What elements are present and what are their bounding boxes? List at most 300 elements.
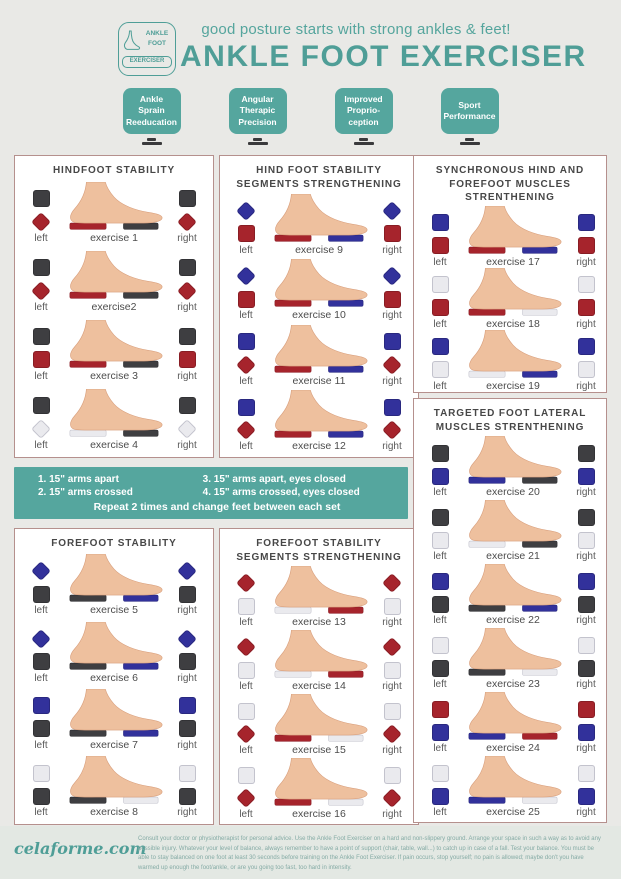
device-icon-stack bbox=[429, 699, 451, 742]
exercise-label: exercise 7 bbox=[90, 738, 138, 751]
exercise-label: exercise 19 bbox=[486, 379, 540, 392]
instructions-note: Repeat 2 times and change feet between each set bbox=[93, 501, 341, 513]
device-icon-stack bbox=[381, 701, 403, 744]
left-device-column bbox=[20, 696, 62, 751]
left-label: left bbox=[433, 743, 447, 754]
device-icon-stack bbox=[176, 696, 198, 739]
dark-square-icon bbox=[30, 396, 52, 416]
benefit-badge bbox=[229, 88, 287, 145]
foot-illustration bbox=[461, 564, 565, 613]
device-icon-stack bbox=[235, 637, 257, 680]
badge-label bbox=[335, 88, 393, 134]
dark-square-icon bbox=[30, 652, 52, 672]
exercise-row bbox=[225, 390, 413, 452]
dark-square-icon bbox=[429, 594, 451, 614]
badge-label bbox=[123, 88, 181, 134]
device-icon-stack bbox=[30, 327, 52, 370]
badge-line: ception bbox=[348, 116, 379, 127]
right-device-column bbox=[371, 266, 413, 321]
instructions-list bbox=[38, 474, 396, 498]
red-diamond-icon bbox=[381, 420, 403, 440]
right-device-column bbox=[166, 258, 208, 313]
dark-square-icon bbox=[176, 258, 198, 278]
blue-diamond-icon bbox=[235, 266, 257, 286]
dark-square-icon bbox=[30, 786, 52, 806]
red-square-icon bbox=[429, 298, 451, 318]
right-label: right bbox=[177, 672, 197, 684]
exercise-label: exercise 4 bbox=[90, 438, 138, 451]
foot-photo bbox=[62, 182, 166, 244]
exercise-label: exercise 12 bbox=[292, 440, 346, 453]
instruction-item: 1. 15" arms apart bbox=[38, 474, 119, 485]
right-device-column bbox=[565, 443, 607, 498]
device-icon-stack bbox=[176, 561, 198, 604]
logo-text-exerciser: EXERCISER bbox=[122, 56, 172, 68]
right-label: right bbox=[576, 318, 596, 330]
exercise-row bbox=[225, 566, 413, 628]
foot-illustration bbox=[267, 325, 371, 374]
red-diamond-icon bbox=[176, 281, 198, 301]
dark-square-icon bbox=[575, 507, 597, 527]
right-label: right bbox=[382, 244, 402, 256]
blue-square-icon bbox=[575, 571, 597, 591]
foot-illustration bbox=[461, 436, 565, 485]
foot-photo bbox=[461, 268, 565, 330]
foot-icon bbox=[122, 28, 142, 54]
foot-illustration bbox=[62, 320, 166, 369]
left-device-column bbox=[419, 635, 461, 690]
left-device-column bbox=[419, 213, 461, 268]
exercise-rows bbox=[225, 192, 413, 454]
device-icon-stack bbox=[429, 213, 451, 256]
device-icon-stack bbox=[429, 275, 451, 318]
foot-photo bbox=[461, 692, 565, 754]
left-label: left bbox=[239, 745, 253, 756]
left-label: left bbox=[239, 375, 253, 387]
left-label: left bbox=[433, 318, 447, 330]
panel-title: FOREFOOT STABILITY bbox=[51, 538, 177, 549]
page-title: ANKLE FOOT EXERCISER bbox=[180, 40, 587, 73]
right-device-column bbox=[565, 635, 607, 690]
white-square-icon bbox=[429, 635, 451, 655]
left-device-column bbox=[419, 763, 461, 818]
blue-square-icon bbox=[176, 696, 198, 716]
exercise-row bbox=[419, 436, 601, 498]
exercise-row bbox=[225, 694, 413, 756]
device-icon-stack bbox=[235, 573, 257, 616]
dark-square-icon bbox=[575, 658, 597, 678]
red-square-icon bbox=[176, 350, 198, 370]
exercise-label: exercise 24 bbox=[486, 742, 540, 754]
left-label: left bbox=[34, 370, 48, 382]
foot-illustration bbox=[267, 758, 371, 807]
foot-photo bbox=[62, 251, 166, 313]
left-label: left bbox=[34, 672, 48, 684]
panel-title: TARGETED FOOT LATERAL MUSCLES STRENTHENING bbox=[433, 408, 587, 433]
left-label: left bbox=[239, 681, 253, 692]
device-icon-stack bbox=[381, 637, 403, 680]
blue-square-icon bbox=[30, 696, 52, 716]
foot-illustration bbox=[461, 268, 565, 317]
left-device-column bbox=[419, 443, 461, 498]
exercise-row bbox=[419, 628, 601, 690]
foot-photo bbox=[267, 694, 371, 756]
red-diamond-icon bbox=[235, 355, 257, 375]
left-label: left bbox=[34, 739, 48, 751]
badge-line: Angular bbox=[241, 94, 274, 104]
right-device-column bbox=[371, 397, 413, 452]
exercise-row bbox=[20, 320, 208, 382]
badge-label bbox=[229, 88, 287, 134]
exercise-label: exercise2 bbox=[91, 300, 137, 313]
exercise-row bbox=[225, 325, 413, 387]
left-label: left bbox=[433, 551, 447, 562]
exercise-rows bbox=[419, 435, 601, 819]
foot-illustration bbox=[62, 251, 166, 300]
device-icon-stack bbox=[30, 629, 52, 672]
panel-forefoot-stability bbox=[14, 528, 214, 825]
blue-square-icon bbox=[235, 397, 257, 417]
right-label: right bbox=[576, 615, 596, 626]
red-diamond-icon bbox=[176, 212, 198, 232]
left-label: left bbox=[433, 615, 447, 626]
exercise-label: exercise 5 bbox=[90, 604, 138, 617]
right-device-column bbox=[371, 765, 413, 820]
device-icon-stack bbox=[176, 763, 198, 806]
white-square-icon bbox=[176, 763, 198, 783]
exercise-rows bbox=[20, 552, 208, 822]
foot-photo bbox=[461, 330, 565, 392]
left-device-column bbox=[225, 266, 267, 321]
dark-square-icon bbox=[30, 719, 52, 739]
footer bbox=[0, 826, 621, 879]
logo-text-ankle: ANKLE bbox=[145, 30, 169, 37]
device-icon-stack bbox=[575, 763, 597, 806]
foot-illustration bbox=[267, 259, 371, 308]
exercise-label: exercise 13 bbox=[292, 616, 346, 628]
device-icon-stack bbox=[429, 337, 451, 380]
left-label: left bbox=[433, 679, 447, 690]
right-label: right bbox=[576, 679, 596, 690]
device-icon-stack bbox=[30, 696, 52, 739]
foot-illustration bbox=[267, 566, 371, 615]
red-square-icon bbox=[429, 236, 451, 256]
left-device-column bbox=[225, 701, 267, 756]
badge-line: Proprio- bbox=[346, 105, 381, 116]
right-label: right bbox=[177, 605, 197, 617]
left-device-column bbox=[20, 763, 62, 818]
exercise-row bbox=[419, 756, 601, 818]
benefit-badge bbox=[441, 88, 499, 145]
foot-photo bbox=[267, 566, 371, 628]
blue-square-icon bbox=[429, 722, 451, 742]
left-device-column bbox=[20, 561, 62, 616]
white-square-icon bbox=[575, 635, 597, 655]
left-label: left bbox=[239, 441, 253, 453]
blue-square-icon bbox=[381, 397, 403, 417]
panel-title: HIND FOOT STABILITY SEGMENTS STRENGTHENING bbox=[236, 165, 402, 190]
exercise-rows bbox=[225, 565, 413, 821]
exercise-row bbox=[419, 206, 601, 268]
device-icon-stack bbox=[575, 507, 597, 550]
right-device-column bbox=[166, 327, 208, 382]
right-label: right bbox=[382, 617, 402, 628]
exercise-row bbox=[20, 554, 208, 616]
exercise-label: exercise 23 bbox=[486, 678, 540, 690]
exercise-row bbox=[20, 389, 208, 451]
foot-photo bbox=[461, 756, 565, 818]
white-square-icon bbox=[575, 763, 597, 783]
exercise-row bbox=[419, 330, 601, 392]
white-square-icon bbox=[381, 701, 403, 721]
device-icon-stack bbox=[381, 332, 403, 375]
blue-diamond-icon bbox=[30, 629, 52, 649]
right-label: right bbox=[382, 441, 402, 453]
foot-photo bbox=[267, 194, 371, 256]
left-device-column bbox=[20, 629, 62, 684]
white-square-icon bbox=[575, 275, 597, 295]
badge-line: Sport bbox=[458, 99, 481, 110]
red-diamond-icon bbox=[381, 573, 403, 593]
panel-title: FOREFOOT STABILITY SEGMENTS STRENGTHENING bbox=[236, 538, 402, 563]
dark-square-icon bbox=[176, 396, 198, 416]
foot-photo bbox=[461, 564, 565, 626]
device-icon-stack bbox=[235, 332, 257, 375]
right-device-column bbox=[565, 571, 607, 626]
device-icon-stack bbox=[30, 396, 52, 439]
exercise-label: exercise 18 bbox=[486, 317, 540, 330]
blue-square-icon bbox=[575, 337, 597, 357]
right-device-column bbox=[166, 561, 208, 616]
exercise-row bbox=[419, 268, 601, 330]
left-label: left bbox=[239, 617, 253, 628]
right-label: right bbox=[576, 380, 596, 392]
left-device-column bbox=[225, 765, 267, 820]
panel-synchronous-muscles bbox=[413, 155, 607, 393]
device-icon-stack bbox=[429, 443, 451, 486]
left-device-column bbox=[20, 189, 62, 244]
device-icon-stack bbox=[575, 213, 597, 256]
left-device-column bbox=[225, 397, 267, 452]
blue-square-icon bbox=[575, 213, 597, 233]
foot-illustration bbox=[267, 694, 371, 743]
panel-forefoot-segments bbox=[219, 528, 419, 825]
red-diamond-icon bbox=[235, 420, 257, 440]
right-device-column bbox=[565, 337, 607, 392]
device-icon-stack bbox=[176, 189, 198, 232]
blue-diamond-icon bbox=[381, 266, 403, 286]
exercise-label: exercise 1 bbox=[90, 231, 138, 244]
panel-hindfoot-segments bbox=[219, 155, 419, 458]
white-square-icon bbox=[235, 765, 257, 785]
left-label: left bbox=[239, 310, 253, 322]
dark-square-icon bbox=[429, 443, 451, 463]
white-square-icon bbox=[235, 660, 257, 680]
foot-illustration bbox=[62, 182, 166, 231]
left-device-column bbox=[20, 258, 62, 313]
device-icon-stack bbox=[381, 765, 403, 808]
device-icon-stack bbox=[575, 443, 597, 486]
dark-square-icon bbox=[176, 189, 198, 209]
white-square-icon bbox=[575, 530, 597, 550]
white-square-icon bbox=[381, 765, 403, 785]
exercise-row bbox=[225, 259, 413, 321]
blue-square-icon bbox=[575, 722, 597, 742]
red-square-icon bbox=[575, 298, 597, 318]
right-label: right bbox=[382, 809, 402, 820]
left-device-column bbox=[419, 699, 461, 754]
exercise-label: exercise 21 bbox=[486, 550, 540, 562]
foot-illustration bbox=[62, 689, 166, 738]
exerciser-front-icon bbox=[354, 138, 374, 145]
red-diamond-icon bbox=[235, 724, 257, 744]
left-label: left bbox=[239, 244, 253, 256]
foot-photo bbox=[461, 206, 565, 268]
exercise-rows bbox=[419, 206, 601, 392]
left-device-column bbox=[419, 275, 461, 330]
benefit-badges bbox=[0, 88, 621, 145]
panel-hindfoot-stability bbox=[14, 155, 214, 458]
logo-text-foot: FOOT bbox=[147, 39, 167, 47]
foot-illustration bbox=[62, 389, 166, 438]
exercise-label: exercise 10 bbox=[292, 309, 346, 322]
badge-line: Improved bbox=[344, 94, 383, 104]
white-square-icon bbox=[235, 596, 257, 616]
device-icon-stack bbox=[235, 266, 257, 309]
instruction-item: 3. 15" arms apart, eyes closed bbox=[202, 474, 346, 485]
left-device-column bbox=[20, 327, 62, 382]
exercise-label: exercise 8 bbox=[90, 806, 138, 819]
white-square-icon bbox=[429, 275, 451, 295]
foot-illustration bbox=[461, 500, 565, 549]
white-square-icon bbox=[381, 596, 403, 616]
blue-square-icon bbox=[235, 332, 257, 352]
instruction-item: 4. 15" arms crossed, eyes closed bbox=[202, 487, 360, 498]
device-icon-stack bbox=[429, 763, 451, 806]
blue-square-icon bbox=[575, 466, 597, 486]
left-label: left bbox=[34, 605, 48, 617]
dark-square-icon bbox=[176, 327, 198, 347]
left-device-column bbox=[225, 332, 267, 387]
red-diamond-icon bbox=[381, 724, 403, 744]
red-square-icon bbox=[381, 224, 403, 244]
foot-photo bbox=[267, 325, 371, 387]
foot-illustration bbox=[62, 622, 166, 671]
tagline: good posture starts with strong ankles & feet! bbox=[201, 21, 511, 38]
device-icon-stack bbox=[429, 571, 451, 614]
blue-diamond-icon bbox=[30, 561, 52, 581]
left-device-column bbox=[225, 201, 267, 256]
right-device-column bbox=[565, 699, 607, 754]
panel-title: SYNCHRONOUS HIND AND FOREFOOT MUSCLES STRENTHENING bbox=[435, 165, 585, 203]
device-icon-stack bbox=[235, 765, 257, 808]
white-square-icon bbox=[575, 360, 597, 380]
foot-illustration bbox=[267, 194, 371, 243]
right-label: right bbox=[576, 256, 596, 268]
white-square-icon bbox=[429, 360, 451, 380]
right-device-column bbox=[371, 637, 413, 692]
left-label: left bbox=[433, 256, 447, 268]
red-diamond-icon bbox=[381, 355, 403, 375]
red-diamond-icon bbox=[381, 788, 403, 808]
exercise-label: exercise 3 bbox=[90, 369, 138, 382]
right-label: right bbox=[576, 551, 596, 562]
white-square-icon bbox=[429, 530, 451, 550]
benefit-badge bbox=[123, 88, 181, 145]
right-label: right bbox=[177, 232, 197, 244]
right-device-column bbox=[371, 332, 413, 387]
exercise-label: exercise 9 bbox=[295, 243, 343, 256]
dark-square-icon bbox=[176, 719, 198, 739]
right-device-column bbox=[371, 573, 413, 628]
exercise-row bbox=[20, 622, 208, 684]
foot-photo bbox=[461, 628, 565, 690]
exercise-label: exercise 25 bbox=[486, 806, 540, 818]
right-label: right bbox=[177, 739, 197, 751]
device-icon-stack bbox=[30, 189, 52, 232]
blue-diamond-icon bbox=[176, 561, 198, 581]
panel-title: HINDFOOT STABILITY bbox=[52, 165, 176, 176]
foot-photo bbox=[461, 500, 565, 562]
right-device-column bbox=[371, 701, 413, 756]
badge-line: Precision bbox=[238, 116, 277, 127]
device-icon-stack bbox=[381, 397, 403, 440]
exercise-label: exercise 11 bbox=[292, 374, 346, 387]
exercise-row bbox=[419, 564, 601, 626]
blue-square-icon bbox=[429, 571, 451, 591]
white-square-icon bbox=[429, 763, 451, 783]
left-label: left bbox=[34, 439, 48, 451]
device-icon-stack bbox=[176, 327, 198, 370]
left-label: left bbox=[433, 807, 447, 818]
red-diamond-icon bbox=[235, 788, 257, 808]
red-diamond-icon bbox=[30, 212, 52, 232]
left-device-column bbox=[20, 396, 62, 451]
exercise-label: exercise 14 bbox=[292, 680, 346, 692]
dark-square-icon bbox=[30, 189, 52, 209]
exercise-row bbox=[225, 194, 413, 256]
exerciser-front-icon bbox=[142, 138, 162, 145]
exerciser-front-icon bbox=[248, 138, 268, 145]
device-icon-stack bbox=[575, 635, 597, 678]
right-device-column bbox=[166, 189, 208, 244]
exercise-rows bbox=[20, 179, 208, 455]
white-square-icon bbox=[235, 701, 257, 721]
instruction-item: 2. 15" arms crossed bbox=[38, 487, 133, 498]
exercise-row bbox=[225, 630, 413, 692]
foot-illustration bbox=[62, 756, 166, 805]
blue-diamond-icon bbox=[176, 629, 198, 649]
left-device-column bbox=[419, 571, 461, 626]
right-device-column bbox=[565, 507, 607, 562]
right-device-column bbox=[166, 629, 208, 684]
right-label: right bbox=[382, 745, 402, 756]
right-label: right bbox=[177, 807, 197, 819]
left-label: left bbox=[34, 232, 48, 244]
dark-square-icon bbox=[429, 658, 451, 678]
right-device-column bbox=[166, 396, 208, 451]
dark-square-icon bbox=[30, 327, 52, 347]
foot-photo bbox=[267, 390, 371, 452]
red-diamond-icon bbox=[235, 637, 257, 657]
device-icon-stack bbox=[30, 258, 52, 301]
white-diamond-icon bbox=[30, 419, 52, 439]
foot-illustration bbox=[461, 756, 565, 805]
foot-photo bbox=[267, 259, 371, 321]
benefit-badge bbox=[335, 88, 393, 145]
right-device-column bbox=[565, 763, 607, 818]
exercise-label: exercise 20 bbox=[486, 486, 540, 498]
